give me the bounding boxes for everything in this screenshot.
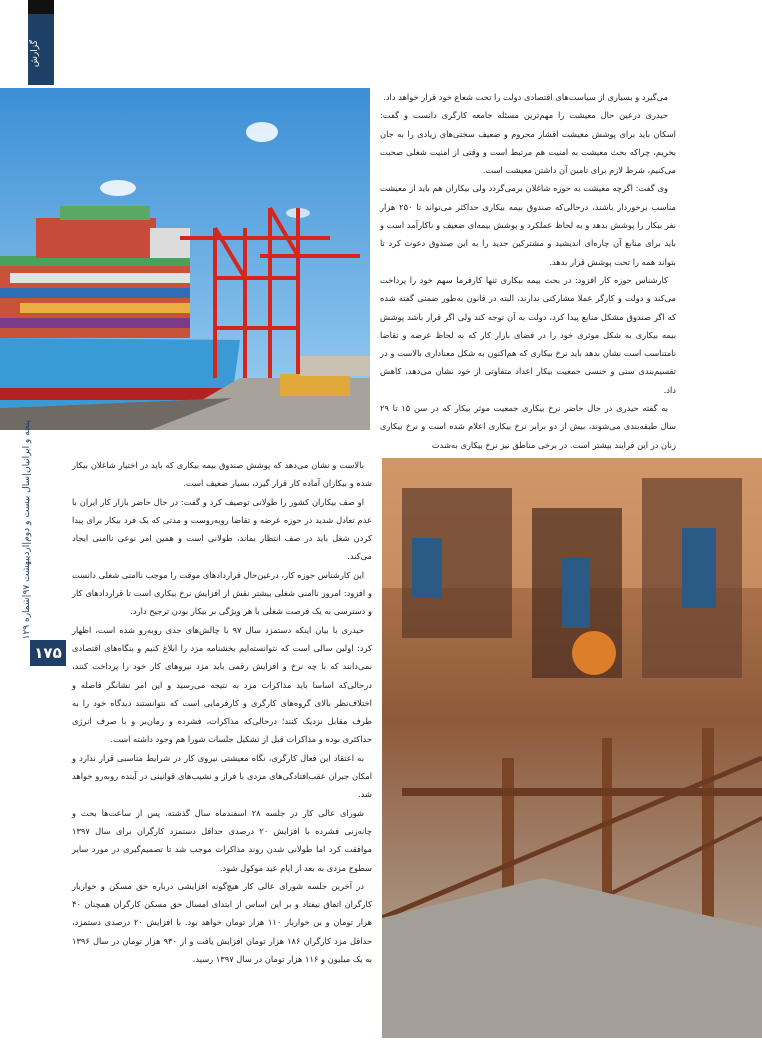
paragraph: به اعتقاد این فعال کارگری، نگاه معیشتی نیروی کار در شرایط مناسبی قرار ندارد و امکان جبران عقب‌افتادگی‌های مزدی با فراز و نشیب‌های قوانینی در آینده روبه‌رو خواهد شد. (72, 752, 372, 800)
article-column-right (380, 88, 676, 454)
paragraph: وی گفت: اگرچه معیشت به حوزه شاغلان برمی‌گردد ولی بیکاران هم باید از معیشت مناسب برخوردار باشند، درحالی‌که صندوق بیمه بیکاری حداکثر می‌تواند تا ۲۵۰ هزار نفر بیکار را پوشش بدهد و به لحاظ عملکرد و پوشش بیمه‌ای ضعیف و ناکارآمد است و باید برای منابع آن چاره‌ای اندیشید و مشترکین جدید را به این صندوق دعوت کرد تا بتواند همه را تحت پوشش قرار بدهد. (380, 183, 677, 267)
section-tab (28, 0, 54, 85)
paragraph: شورای عالی کار در جلسه ۲۸ اسفندماه سال گذشته، پس از ساعت‌ها بحث و چانه‌زنی فشرده با افزایش ۲۰ درصدی حداقل دستمزد کارگران برای سال ۱۳۹۷ موافقت کرد اما طولانی شدن روند مذاکرات موجب شد تا تصمیم‌گیری در مورد سایر سطوح مزدی به بعد از ایام عید موکول شود. (72, 807, 372, 873)
paragraph: در آخرین جلسه شورای عالی کار هیچ‌گونه افزایشی درباره حق مسکن و خواربار کارگران اتفاق نیفتاد و بر این اساس از ابتدای امسال حق مسکن کارگران همچنان ۴۰ هزار تومان و بن خواربار ۱۱۰ هزار تومان خواهد بود. با افزایش ۲۰ درصدی دستمزد، حداقل مزد کارگران ۱۸۶ هزار تومان افزایش یافت و از ۹۳۰ هزار تومان در سال ۱۳۹۶ به یک میلیون و ۱۱۶ هزار تومان در سال ۱۳۹۷ رسید. (72, 880, 372, 965)
issue-info (22, 420, 38, 650)
page-number: ۱۷۵ (30, 640, 66, 666)
issue-line: پنجه و ایرانیان|سال بیست و دوم|اردیبهشت ۹۷|شماره ۱۲۹ (22, 420, 32, 640)
paragraph: بالاست و نشان می‌دهد که پوشش صندوق بیمه بیکاری که باید در اختیار شاغلان بیکار شده و بیکاران آماده کار قرار گیرد، بسیار ضعیف است. (72, 460, 372, 489)
paragraph: به گفته حیدری در حال حاضر نرخ بیکاری جمعیت موثر بیکار که در سن ۱۵ تا ۲۹ سال طبقه‌بندی می‌شوند، بیش از دو برابر نرخ بیکاری اعلام شده است و نرخ بیکاری زنان در این فرایند بیشتر است. در برخی مناطق نیز نرخ بیکاری به‌شدت (380, 403, 676, 450)
paragraph: او صف بیکاران کشور را طولانی توصیف کرد و گفت: در حال حاضر بازار کار ایران با عدم تعادل شدید در حوزه عرضه و تقاضا روبه‌روست و مدتی که یک فرد بیکار برای پیدا کردن شغل باید در صف انتظار بماند، طولانی است و همین امر نوعی ناامنی ایجاد می‌کند. (72, 496, 372, 562)
paragraph: می‌گیرد و بسیاری از سیاست‌های اقتصادی دولت را تحت شعاع خود قرار خواهد داد. (383, 92, 668, 102)
paragraph: حیدری با بیان اینکه دستمزد سال ۹۷ با چالش‌های جدی روبه‌رو شده است، اظهار کرد: اولین سالی است که نتوانسته‌ایم بخشنامه مزد را ابلاغ کنیم و بنگاه‌های اقتصادی نمی‌دانند که با چه نرخ و افزایش رقمی باید مزد نیروهای کار خود را پرداخت کنند، درحالی‌که اساسا باید مذاکرات مزد به نتیجه می‌رسید و این امر نشانگر فاصله و اختلاف‌نظر بالای گروه‌های کارگری و کارفرمایی است که نتوانستند دیدگاه خود را به طرف مقابل نزدیک کنند؛ درحالی‌که مذاکرات، فشرده و زمان‌بر و با صرف انرژی حداکثری بوده و مذاکرات قبل از تشکیل جلسات شورا هم وجود داشته است. (72, 624, 372, 745)
article-column-left (72, 456, 372, 968)
factory-photo (382, 458, 762, 1038)
section-label: گزارش (30, 40, 40, 68)
paragraph: این کارشناس حوزه کار، در‌عین‌حال قراردادهای موقت را موجب ناامنی شغلی دانست و افزود: امروز ناامنی شغلی بیشتر نقش از افزایش نرخ بیکاری است تا قراردادهای کار و دسترسی به یک فرصت شغلی با هر ویژگی بر بیکار بودن ترجیح دارد. (72, 569, 372, 617)
port-photo (0, 88, 370, 430)
paragraph: حیدری در‌عین حال معیشت را مهم‌ترین مسئله جامعه کارگری دانست و گفت: اسکان باید برای پوشش معیشت اقشار محروم و ضعیف سختی‌های زیادی را به جان بخریم، چراکه بحث معیشت به امنیت هم مرتبط است و وقتی از امنیت شغلی صحبت می‌کنیم، شرط لازم برای تامین آن داشتن معیشت است. (380, 110, 676, 176)
section-tab-cap (28, 0, 54, 14)
paragraph: کارشناس حوزه کار افزود: در بحث بیمه بیکاری تنها کارفرما سهم خود را پرداخت می‌کند و دولت و کارگر عملا مشارکتی ندارند، البته در قانون به‌طور ضمنی گفته شده که اگر صندوق مشکل منابع پیدا کرد، دولت به آن توجه کند ولی اگر قرار باشد پوشش بیمه بیکاری به شکل موثری خود را در فضای بازار کار که به لحاظ عرضه و تقاضا نامتناسب است نشان بدهد باید نرخ بیکاری که هم‌اکنون به شکل معناداری بالاست و در تقسیم‌بندی سنی و جنسی جمعیت بیکار اعداد متفاوتی از خود نشان می‌دهد، کاهش داد. (380, 274, 676, 395)
